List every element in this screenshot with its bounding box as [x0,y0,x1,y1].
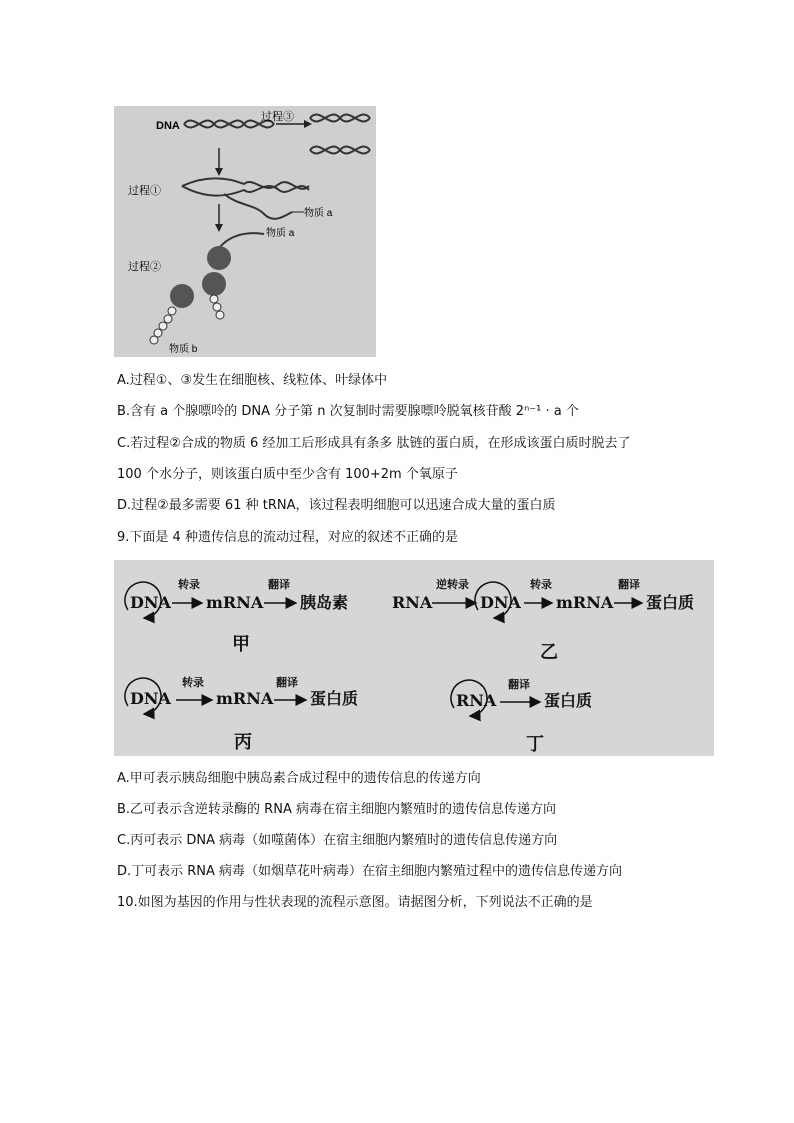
q8-option-a: A.过程①、③发生在细胞核、线粒体、叶绿体中 [117,373,388,388]
jia-arrow2-label: 翻译 [268,578,290,591]
figure-information-flows [114,560,714,756]
yi-product: 蛋白质 [646,593,695,612]
q8-option-b: B.含有 a 个腺嘌呤的 DNA 分子第 n 次复制时需要腺嘌呤脱氧核苷酸 2ⁿ⁻¹ · a 个 [117,404,579,419]
figure-gene-expression [114,106,376,357]
ding-arrow1-label: 翻译 [508,678,530,691]
q9-option-c: C.丙可表示 DNA 病毒（如噬菌体）在宿主细胞内繁殖时的遗传信息传递方向 [117,833,558,848]
substance-a-label-1: 物质 a [304,208,333,219]
ding-rna: RNA [456,691,497,710]
jia-mrna: mRNA [206,593,264,612]
yi-arrow2-label: 翻译 [618,578,640,591]
yi-dna: DNA [480,593,521,612]
q9-stem: 9.下面是 4 种遗传信息的流动过程，对应的叙述不正确的是 [117,530,458,545]
substance-b-label: 物质 b [169,344,198,355]
process1-label: 过程① [128,185,161,197]
information-flow-diagram [114,560,714,756]
bing-product: 蛋白质 [310,689,359,708]
q9-option-a: A.甲可表示胰岛细胞中胰岛素合成过程中的遗传信息的传递方向 [117,771,481,786]
yi-mrna: mRNA [556,593,614,612]
ribosome-3 [170,284,194,308]
process2-label: 过程② [128,261,161,273]
ding-product: 蛋白质 [544,691,593,710]
q8-option-c-line2: 100 个水分子，则该蛋白质中至少含有 100+2m 个氧原子 [117,467,458,482]
jia-arrow1-label: 转录 [178,578,200,591]
bing-mrna: mRNA [216,689,274,708]
bing-arrow1-label: 转录 [182,676,204,689]
jia-product: 胰岛素 [300,593,349,612]
yi-arrow0-label: 逆转录 [436,578,469,591]
q9-option-b: B.乙可表示含逆转录酶的 RNA 病毒在宿主细胞内繁殖时的遗传信息传递方向 [117,802,556,817]
bing-name: 丙 [234,732,252,753]
jia-dna: DNA [130,593,171,612]
ding-name: 丁 [526,734,544,755]
yi-arrow1-label: 转录 [530,578,552,591]
substance-a-label-2: 物质 a [266,228,295,239]
bing-dna: DNA [130,689,171,708]
q8-option-d: D.过程②最多需要 61 种 tRNA，该过程表明细胞可以迅速合成大量的蛋白质 [117,498,556,513]
bing-arrow2-label: 翻译 [276,676,298,689]
q9-option-d: D.丁可表示 RNA 病毒（如烟草花叶病毒）在宿主细胞内繁殖过程中的遗传信息传递方向 [117,864,623,879]
jia-name: 甲 [232,634,250,655]
dna-helix-daughter [310,115,370,154]
transcription-bubble [182,178,309,219]
yi-name: 乙 [540,642,558,663]
q8-option-c-line1: C.若过程②合成的物质 6 经加工后形成具有条多 肽链的蛋白质，在形成该蛋白质时脱去了 [117,436,631,451]
process3-label: 过程③ [261,111,294,123]
q10-stem: 10.如图为基因的作用与性状表现的流程示意图。请据图分析，下列说法不正确的是 [117,895,593,910]
yi-rna: RNA [392,593,433,612]
ribosome-1 [207,246,231,270]
dna-label: DNA [156,120,180,132]
ribosome-2 [202,272,226,296]
gene-expression-diagram [114,106,376,357]
